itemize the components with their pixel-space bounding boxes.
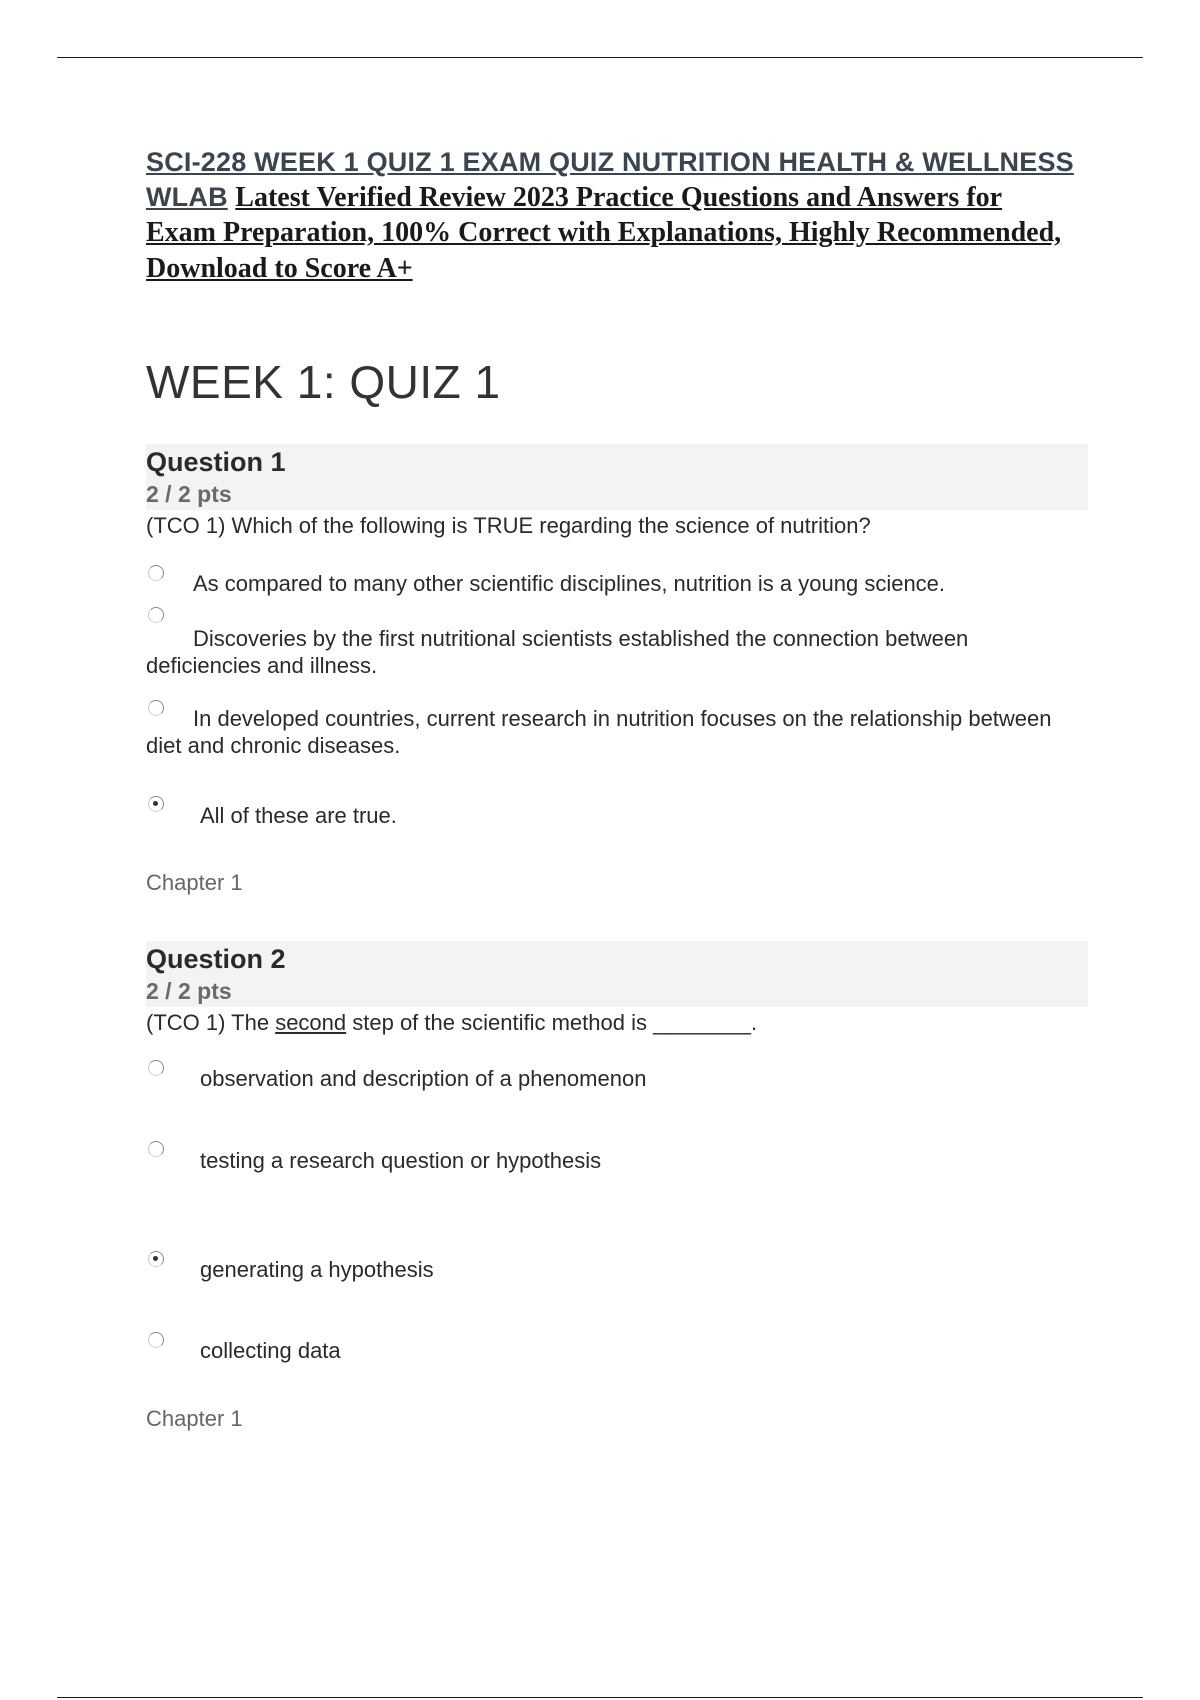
question-1-points: 2 / 2 pts <box>146 481 232 507</box>
question-1-option-4[interactable] <box>146 796 1076 829</box>
question-2-option-1[interactable] <box>146 1060 1076 1092</box>
question-1-option-1[interactable] <box>146 565 1076 597</box>
radio-unselected-icon[interactable] <box>148 700 164 716</box>
radio-unselected-icon[interactable] <box>148 1060 164 1076</box>
option-label: As compared to many other scientific disciplines, nutrition is a young science. <box>193 571 946 596</box>
radio-unselected-icon[interactable] <box>148 565 164 581</box>
radio-unselected-icon[interactable] <box>148 1332 164 1348</box>
option-label: observation and description of a phenomenon <box>200 1066 647 1091</box>
question-2-text-start: (TCO 1) The <box>146 1010 276 1035</box>
document-title-description: Latest Verified Review 2023 Practice Questions and Answers for Exam Preparation, 100% Correct with Explanations, Highly Recommended, Download to Score A+ <box>146 181 1062 284</box>
radio-selected-icon[interactable] <box>148 796 164 812</box>
bottom-rule <box>57 1697 1143 1698</box>
question-2-option-2[interactable] <box>146 1141 1076 1174</box>
question-2-option-4[interactable] <box>146 1332 1076 1364</box>
question-1-number: Question 1 <box>146 447 286 477</box>
option-label: collecting data <box>200 1338 341 1363</box>
radio-unselected-icon[interactable] <box>148 607 164 623</box>
question-2-number: Question 2 <box>146 944 286 974</box>
question-1-chapter: Chapter 1 <box>146 870 243 895</box>
document-title-course: SCI-228 WEEK 1 QUIZ 1 EXAM QUIZ NUTRITION HEALTH & WELLNESS WLAB <box>146 147 1074 212</box>
question-1-option-3[interactable] <box>146 700 1076 759</box>
top-rule <box>57 57 1143 58</box>
question-2-option-3[interactable] <box>146 1251 1076 1283</box>
option-label: All of these are true. <box>200 803 397 828</box>
quiz-title: WEEK 1: QUIZ 1 <box>146 356 501 408</box>
question-2-header <box>146 941 1088 1007</box>
option-label: In developed countries, current research in nutrition focuses on the relationship between diet and chronic diseases. <box>146 706 1052 758</box>
question-2-text-end: step of the scientific method is ________. <box>346 1010 758 1035</box>
radio-selected-icon[interactable] <box>148 1251 164 1267</box>
question-2-chapter: Chapter 1 <box>146 1406 243 1431</box>
question-1-option-2[interactable] <box>146 607 1076 679</box>
option-label: testing a research question or hypothesis <box>200 1148 602 1173</box>
option-label: generating a hypothesis <box>200 1257 434 1282</box>
question-2-points: 2 / 2 pts <box>146 978 232 1004</box>
question-1-text: (TCO 1) Which of the following is TRUE regarding the science of nutrition? <box>146 513 871 538</box>
option-label: Discoveries by the first nutritional scientists established the connection between deficiencies and illness. <box>146 626 969 678</box>
document-title <box>146 145 1076 286</box>
radio-unselected-icon[interactable] <box>148 1141 164 1157</box>
question-2-text-emphasis: second <box>275 1010 347 1035</box>
question-1-header <box>146 444 1088 510</box>
question-2-text <box>146 1009 757 1037</box>
